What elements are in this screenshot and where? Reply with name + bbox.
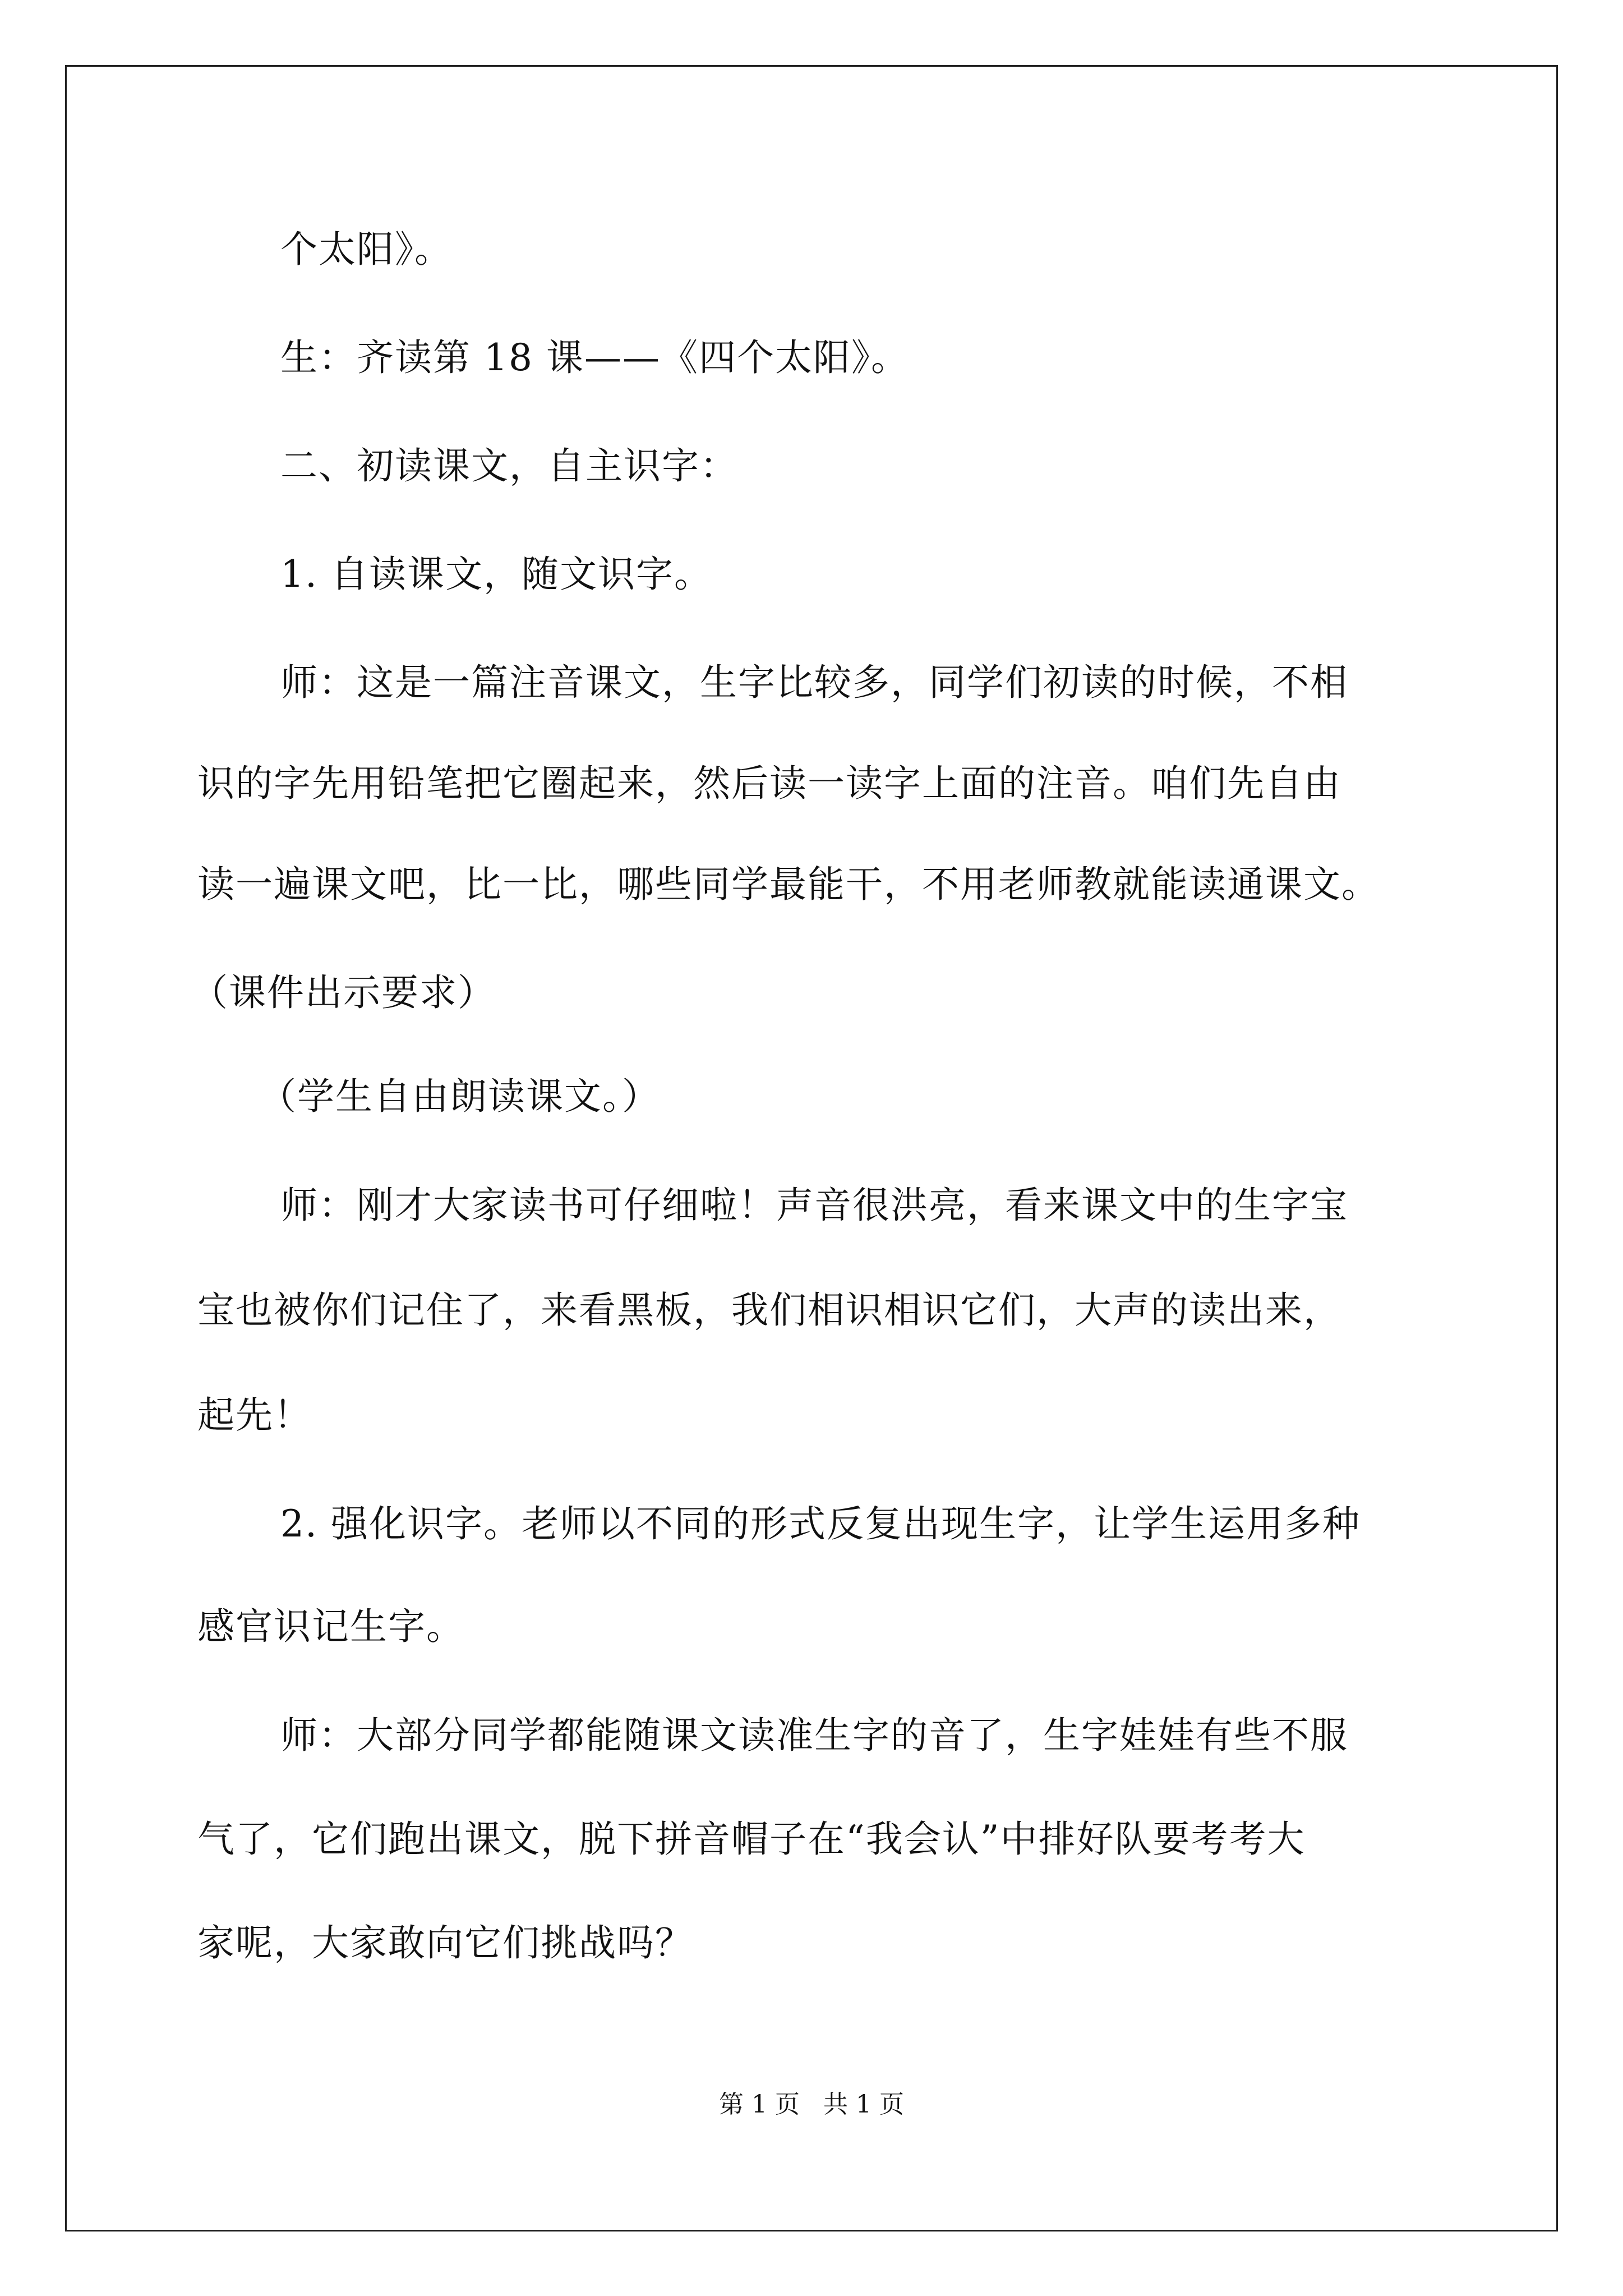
text-line-12: 起先！	[197, 1393, 312, 1437]
page-border	[65, 65, 1558, 2231]
text-line-7: 读一遍课文吧，比一比，哪些同学最能干，不用老师教就能读通课文。	[197, 863, 1380, 906]
text-line-10: 师：刚才大家读书可仔细啦！声音很洪亮，看来课文中的生字宝	[280, 1184, 1348, 1227]
text-line-2: 生：齐读第 18 课——《四个太阳》。	[280, 336, 909, 379]
text-line-9: （学生自由朗读课文。）	[259, 1075, 660, 1118]
text-line-1: 个太阳》。	[280, 228, 453, 271]
text-line-14: 感官识记生字。	[197, 1605, 464, 1648]
text-line-17: 家呢，大家敢向它们挑战吗？	[197, 1921, 693, 1964]
text-line-5: 师：这是一篇注音课文，生字比较多，同学们初读的时候，不相	[280, 661, 1348, 704]
text-line-16: 气了，它们跑出课文，脱下拼音帽子在“我会认”中排好队要考考大	[197, 1818, 1306, 1861]
text-line-13: 2. 强化识字。老师以不同的形式反复出现生字，让学生运用多种	[280, 1502, 1361, 1545]
text-line-8: （课件出示要求）	[191, 971, 496, 1014]
text-line-11: 宝也被你们记住了，来看黑板，我们相识相识它们，大声的读出来，	[197, 1289, 1341, 1332]
page-footer: 第 1 页 共 1 页	[719, 2090, 904, 2119]
text-line-3: 二、初读课文，自主识字：	[280, 444, 738, 487]
text-line-6: 识的字先用铅笔把它圈起来，然后读一读字上面的注音。咱们先自由	[197, 762, 1341, 805]
text-line-4: 1. 自读课文，随文识字。	[280, 553, 712, 596]
text-line-15: 师：大部分同学都能随课文读准生字的音了，生字娃娃有些不服	[280, 1714, 1348, 1757]
